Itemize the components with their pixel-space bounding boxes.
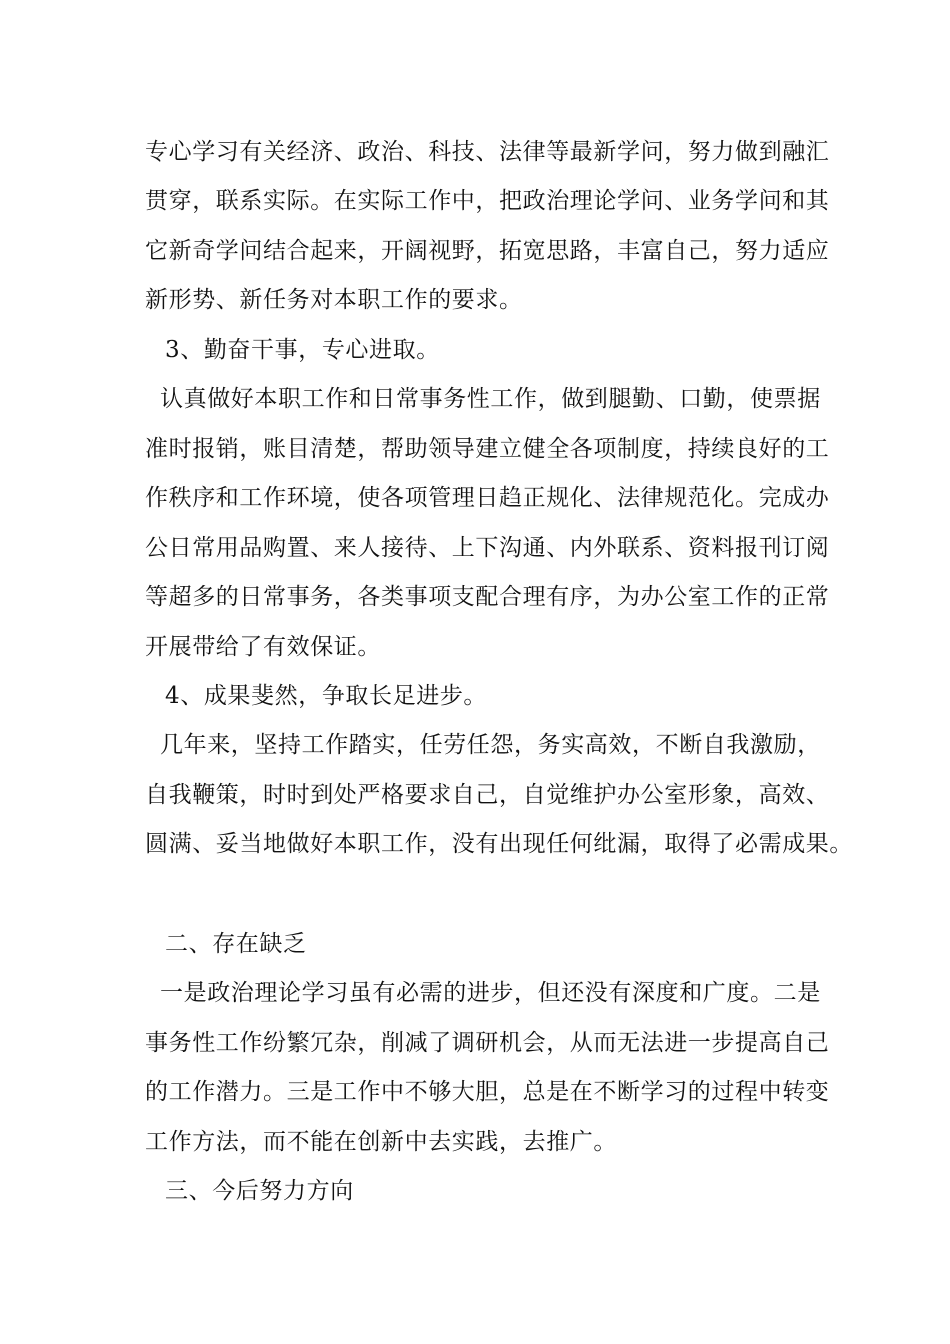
paragraph-line: 自我鞭策，时时到处严格要求自己，自觉维护办公室形象，高效、	[145, 782, 830, 808]
paragraph-line: 圆满、妥当地做好本职工作，没有出现任何纰漏，取得了必需成果。	[145, 831, 853, 857]
section-heading: 二、存在缺乏	[165, 931, 307, 957]
paragraph-line: 准时报销，账目清楚，帮助领导建立健全各项制度，持续良好的工	[145, 436, 830, 462]
paragraph-line: 贯穿，联系实际。在实际工作中，把政治理论学问、业务学问和其	[145, 188, 830, 214]
paragraph-line: 新形势、新任务对本职工作的要求。	[145, 287, 523, 313]
paragraph-line: 专心学习有关经济、政治、科技、法律等最新学问，努力做到融汇	[145, 139, 830, 165]
paragraph-line: 开展带给了有效保证。	[145, 634, 381, 660]
section-heading: 三、今后努力方向	[165, 1178, 354, 1204]
section-heading: 3、勤奋干事，专心进取。	[165, 337, 440, 363]
section-heading: 4、成果斐然，争取长足进步。	[165, 683, 488, 709]
paragraph-line: 等超多的日常事务，各类事项支配合理有序，为办公室工作的正常	[145, 584, 830, 610]
paragraph-line: 认真做好本职工作和日常事务性工作，做到腿勤、口勤，使票据	[160, 386, 821, 412]
paragraph-line: 事务性工作纷繁冗杂，削减了调研机会，从而无法进一步提高自己	[145, 1030, 830, 1056]
paragraph-line: 几年来，坚持工作踏实，任劳任怨，务实高效，不断自我激励，	[160, 732, 821, 758]
paragraph-line: 一是政治理论学习虽有必需的进步，但还没有深度和广度。二是	[160, 980, 821, 1006]
paragraph-line: 它新奇学问结合起来，开阔视野，拓宽思路，丰富自己，努力适应	[145, 238, 830, 264]
paragraph-line: 公日常用品购置、来人接待、上下沟通、内外联系、资料报刊订阅	[145, 535, 830, 561]
paragraph-line: 作秩序和工作环境，使各项管理日趋正规化、法律规范化。完成办	[145, 485, 830, 511]
paragraph-line: 的工作潜力。三是工作中不够大胆，总是在不断学习的过程中转变	[145, 1079, 830, 1105]
paragraph-line: 工作方法，而不能在创新中去实践，去推广。	[145, 1129, 617, 1155]
